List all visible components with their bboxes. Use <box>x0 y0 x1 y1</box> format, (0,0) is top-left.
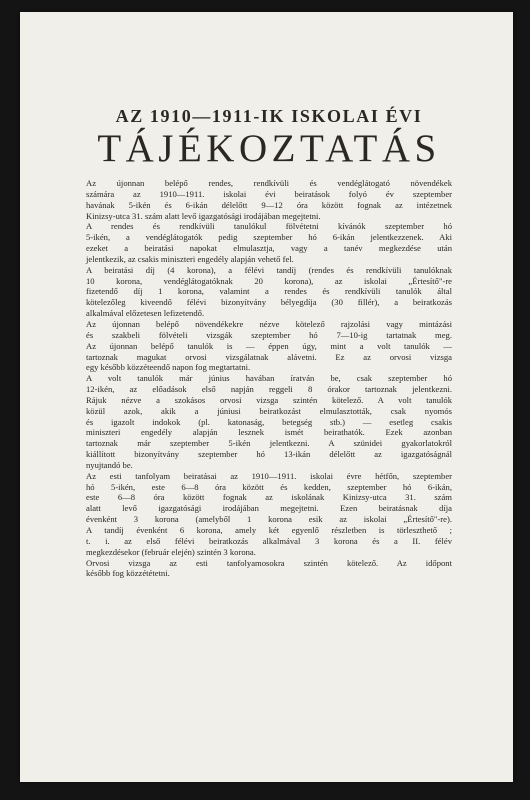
document-title: TÁJÉKOZTATÁS <box>97 127 441 170</box>
paragraph <box>86 471 452 558</box>
paragraph <box>86 265 452 319</box>
text-line: kiállított bizonyítvány szeptember hó 13-ikán délelőtt az igazgatóságnál <box>86 449 452 460</box>
text-line: tartoznak magukat orvosi vizsgálatnak alávetni. Ez az orvosi vizsga <box>86 351 452 362</box>
text-line: 10 korona, vendéglátogatóknak 20 korona), az iskolai „Értesítő"-re <box>86 275 452 286</box>
paragraph <box>86 221 452 264</box>
text-line: hó 5-ikén, este 6—8 óra között és kedden, szeptember hó 6-ikán, <box>86 481 452 492</box>
text-line: t. i. az első félévi beiratkozás alkalmával 3 korona és a II. félév <box>86 535 452 546</box>
text-line: 5-ikén, a vendéglátogatók pedig szeptember hó 6-ikán jelentkezzenek. Aki <box>86 232 452 243</box>
text-line: alkalmával előzetesen lefizetendő. <box>86 308 205 319</box>
text-line: ezeket a beiratási napokat elmulasztja, vagy a tanév megkezdése után <box>86 243 452 254</box>
text-line: alatt levő igazgatósági irodájában megejtetni. Ezen beiratásnak díja <box>86 503 452 514</box>
document-body <box>86 178 452 579</box>
text-line: 12-ikén, az előadások első napján reggeli 8 órakor tartoznak jelentkezni. <box>86 384 452 395</box>
text-line: és szakbeli fölvételi vizsgák szeptember hó 7—10-ig tartatnak meg. <box>86 329 452 340</box>
text-line: jelentkezik, az csakis miniszteri engedély alapján vehető fel. <box>86 253 294 264</box>
text-line: A tandíj évenként 6 korona, amely két egyenlő részletben is törleszthető ; <box>86 525 452 535</box>
paragraph <box>86 373 452 471</box>
text-line: közül azok, akik a júniusi beiratkozást elmulasztották, csak nyomós <box>86 405 452 416</box>
paragraph <box>86 319 452 373</box>
document-sheet <box>20 12 513 782</box>
text-line: nyujtandó be. <box>86 459 133 470</box>
text-line: miniszteri engedély alapján lesznek ismét beirathatók. Ezek azonban <box>86 427 452 438</box>
text-line: és igazolt indokok (pl. katonaság, betegség stb.) — esetleg csakis <box>86 416 452 427</box>
text-line: este 6—8 óra között fognak az iskolának Kinizsy-utca 31. szám <box>86 492 452 503</box>
document-content <box>86 106 452 579</box>
text-line: Orvosi vizsga az esti tanfolyamosokra szintén kötelező. Az időpont <box>86 557 452 568</box>
text-line: évenként 3 korona (amelyből 1 korona esik az iskolai „Értesítő"-re). <box>86 514 452 525</box>
text-line: Kinizsy-utca 31. szám alatt levő igazgatósági irodájában megejtetni. <box>86 210 321 221</box>
paragraph <box>86 178 452 221</box>
text-line: Az újonnan belépő rendes, rendkívüli és vendéglátogató növendékek <box>86 178 452 188</box>
text-line: tartoznak már szeptember 5-ikén jelentkezni. A szünidei gyakorlatokról <box>86 438 452 449</box>
text-line: Az újonnan belépő tanulók is — éppen úgy, mint a volt tanulók — <box>86 340 452 351</box>
text-line: később fog közzététetni. <box>86 568 170 579</box>
text-line: megkezdésekor (február elején) szintén 3 korona. <box>86 546 256 557</box>
text-line: számára az 1910—1911. iskolai évi beiratások folyó év szeptember <box>86 188 452 199</box>
text-line: Az újonnan belépő növendékekre nézve kötelező rajzolási vagy mintázási <box>86 318 452 329</box>
text-line: A rendes és rendkívüli tanulókul fölvétetni kívánók szeptember hó <box>86 221 452 232</box>
text-line: A volt tanulók már június havában íratván be, csak szeptember hó <box>86 373 452 384</box>
document-subtitle: AZ 1910—1911-IK ISKOLAI ÉVI <box>115 106 423 126</box>
text-line: fizetendő díj 1 korona, valamint a rendes és rendkívüli tanulók által <box>86 286 452 297</box>
text-line: egy később közzéteendő napon fog megtartatni. <box>86 362 251 373</box>
text-line: A beiratási díj (4 korona), a félévi tandíj (rendes és rendkívüli tanulóknak <box>86 264 452 275</box>
text-line: Rájuk nézve a szokásos orvosi vizsga szintén kötelező. A volt tanulók <box>86 394 452 405</box>
paragraph <box>86 558 452 580</box>
text-line: Az esti tanfolyam beiratásai az 1910—1911. iskolai évre hétfőn, szeptember <box>86 470 452 481</box>
text-line: havának 5-ikén és 6-ikán délelőtt 9—12 óra között fognak az intézetnek <box>86 199 452 210</box>
text-line: kötelezőleg kiveendő félévi bizonyítvány bélyegdíja (30 fillér), a beiratkozás <box>86 297 452 308</box>
